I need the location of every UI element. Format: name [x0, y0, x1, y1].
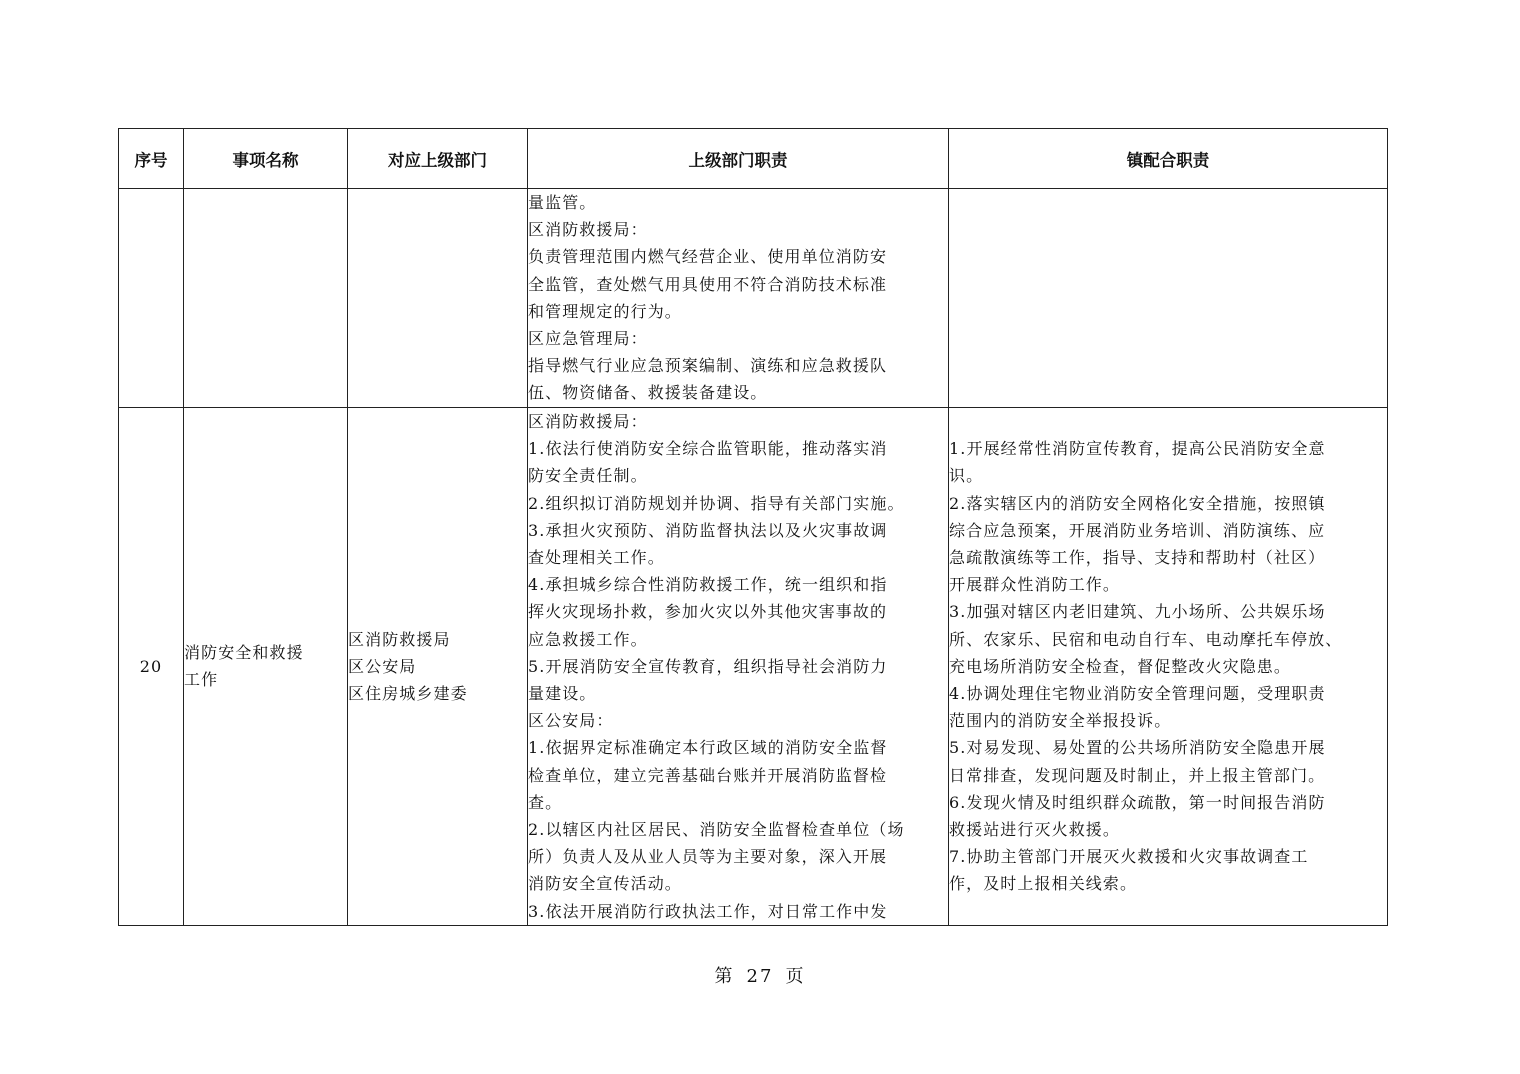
- duty-line: 3.承担火灾预防、消防监督执法以及火灾事故调: [528, 520, 888, 540]
- row-dept-cell: [348, 189, 528, 408]
- duty-line: 检查单位，建立完善基础台账并开展消防监督检: [528, 765, 888, 785]
- duty-line: 指导燃气行业应急预案编制、演练和应急救援队: [528, 356, 888, 376]
- town-duty-line: 充电场所消防安全检查，督促整改火灾隐患。: [949, 656, 1292, 676]
- row-num-cell: 20: [119, 408, 184, 926]
- town-duty-line: 所、农家乐、民宿和电动自行车、电动摩托车停放、: [949, 629, 1343, 649]
- header-name: 事项名称: [184, 129, 348, 189]
- responsibility-table: [118, 128, 1388, 926]
- duty-line: 查。: [528, 792, 563, 812]
- duty-line: 量监管。: [528, 193, 597, 212]
- table-header-row: [119, 129, 1388, 189]
- town-duty-cell: [949, 408, 1388, 926]
- duty-line: 所）负责人及从业人员等为主要对象，深入开展: [528, 847, 888, 867]
- row-name-cell: [184, 408, 348, 926]
- duty-line: 应急救援工作。: [528, 629, 648, 649]
- town-duty-line: 开展群众性消防工作。: [949, 575, 1121, 595]
- row-name-cell: [184, 189, 348, 408]
- town-duty-cell: [949, 189, 1388, 408]
- town-duty-line: 6.发现火情及时组织群众疏散，第一时间报告消防: [949, 792, 1326, 812]
- item-name-line: 工作: [184, 670, 219, 690]
- duty-line: 伍、物资储备、救援装备建设。: [528, 383, 768, 403]
- duty-line: 负责管理范围内燃气经营企业、使用单位消防安: [528, 247, 888, 267]
- duty-line: 1.依据界定标准确定本行政区域的消防安全监督: [528, 738, 888, 758]
- duty-line: 防安全责任制。: [528, 466, 648, 486]
- town-duty-line: 2.落实辖区内的消防安全网格化安全措施，按照镇: [949, 493, 1326, 513]
- duty-line: 4.承担城乡综合性消防救援工作，统一组织和指: [528, 575, 888, 595]
- town-duty-line: 识。: [949, 466, 984, 486]
- duty-line: 查处理相关工作。: [528, 548, 665, 568]
- header-dept: 对应上级部门: [348, 129, 528, 189]
- duty-line: 全监管，查处燃气用具使用不符合消防技术标准: [528, 274, 888, 294]
- item-name-line: 消防安全和救援: [184, 643, 304, 663]
- table-row: [119, 408, 1388, 926]
- duty-line: 区消防救援局：: [528, 412, 648, 431]
- town-duty-line: 救援站进行灭火救援。: [949, 820, 1121, 840]
- duty-line: 2.以辖区内社区居民、消防安全监督检查单位（场: [528, 820, 905, 840]
- duty-line: 区公安局：: [528, 711, 614, 731]
- duty-line: 2.组织拟订消防规划并协调、指导有关部门实施。: [528, 493, 905, 513]
- duty-line: 消防安全宣传活动。: [528, 874, 682, 894]
- town-duty-line: 综合应急预案，开展消防业务培训、消防演练、应: [949, 520, 1326, 540]
- dept-line: 区消防救援局: [348, 629, 451, 649]
- duty-line: 5.开展消防安全宣传教育，组织指导社会消防力: [528, 656, 888, 676]
- duty-line: 和管理规定的行为。: [528, 301, 682, 321]
- page-number: 27: [746, 966, 774, 987]
- duty-line: 3.依法开展消防行政执法工作，对日常工作中发: [528, 901, 888, 921]
- dept-line: 区住房城乡建委: [348, 684, 468, 704]
- town-duty-line: 急疏散演练等工作，指导、支持和帮助村（社区）: [949, 548, 1326, 568]
- town-duty-line: 3.加强对辖区内老旧建筑、九小场所、公共娱乐场: [949, 602, 1326, 622]
- header-upper-duty: 上级部门职责: [528, 129, 949, 189]
- dept-line: 区公安局: [348, 656, 417, 676]
- page-suffix: 页: [785, 966, 806, 987]
- duty-line: 挥火灾现场扑救，参加火灾以外其他灾害事故的: [528, 602, 888, 622]
- row-dept-cell: [348, 408, 528, 926]
- town-duty-line: 范围内的消防安全举报投诉。: [949, 711, 1172, 731]
- header-num: 序号: [119, 129, 184, 189]
- town-duty-line: 7.协助主管部门开展灭火救援和火灾事故调查工: [949, 847, 1309, 867]
- duty-line: 区消防救援局：: [528, 220, 648, 240]
- town-duty-line: 1.开展经常性消防宣传教育，提高公民消防安全意: [949, 439, 1326, 459]
- table-row: [119, 189, 1388, 408]
- header-town-duty: 镇配合职责: [949, 129, 1388, 189]
- town-duty-line: 4.协调处理住宅物业消防安全管理问题，受理职责: [949, 684, 1326, 704]
- page-prefix: 第: [714, 966, 735, 987]
- upper-duty-cell: [528, 189, 949, 408]
- duty-line: 区应急管理局：: [528, 329, 648, 349]
- town-duty-line: 5.对易发现、易处置的公共场所消防安全隐患开展: [949, 738, 1326, 758]
- town-duty-line: 日常排查，发现问题及时制止，并上报主管部门。: [949, 765, 1326, 785]
- page-footer: [0, 962, 1520, 988]
- row-num-cell: [119, 189, 184, 408]
- duty-line: 量建设。: [528, 684, 597, 704]
- upper-duty-cell: [528, 408, 949, 926]
- duty-line: 1.依法行使消防安全综合监管职能，推动落实消: [528, 439, 888, 459]
- town-duty-line: 作，及时上报相关线索。: [949, 874, 1138, 894]
